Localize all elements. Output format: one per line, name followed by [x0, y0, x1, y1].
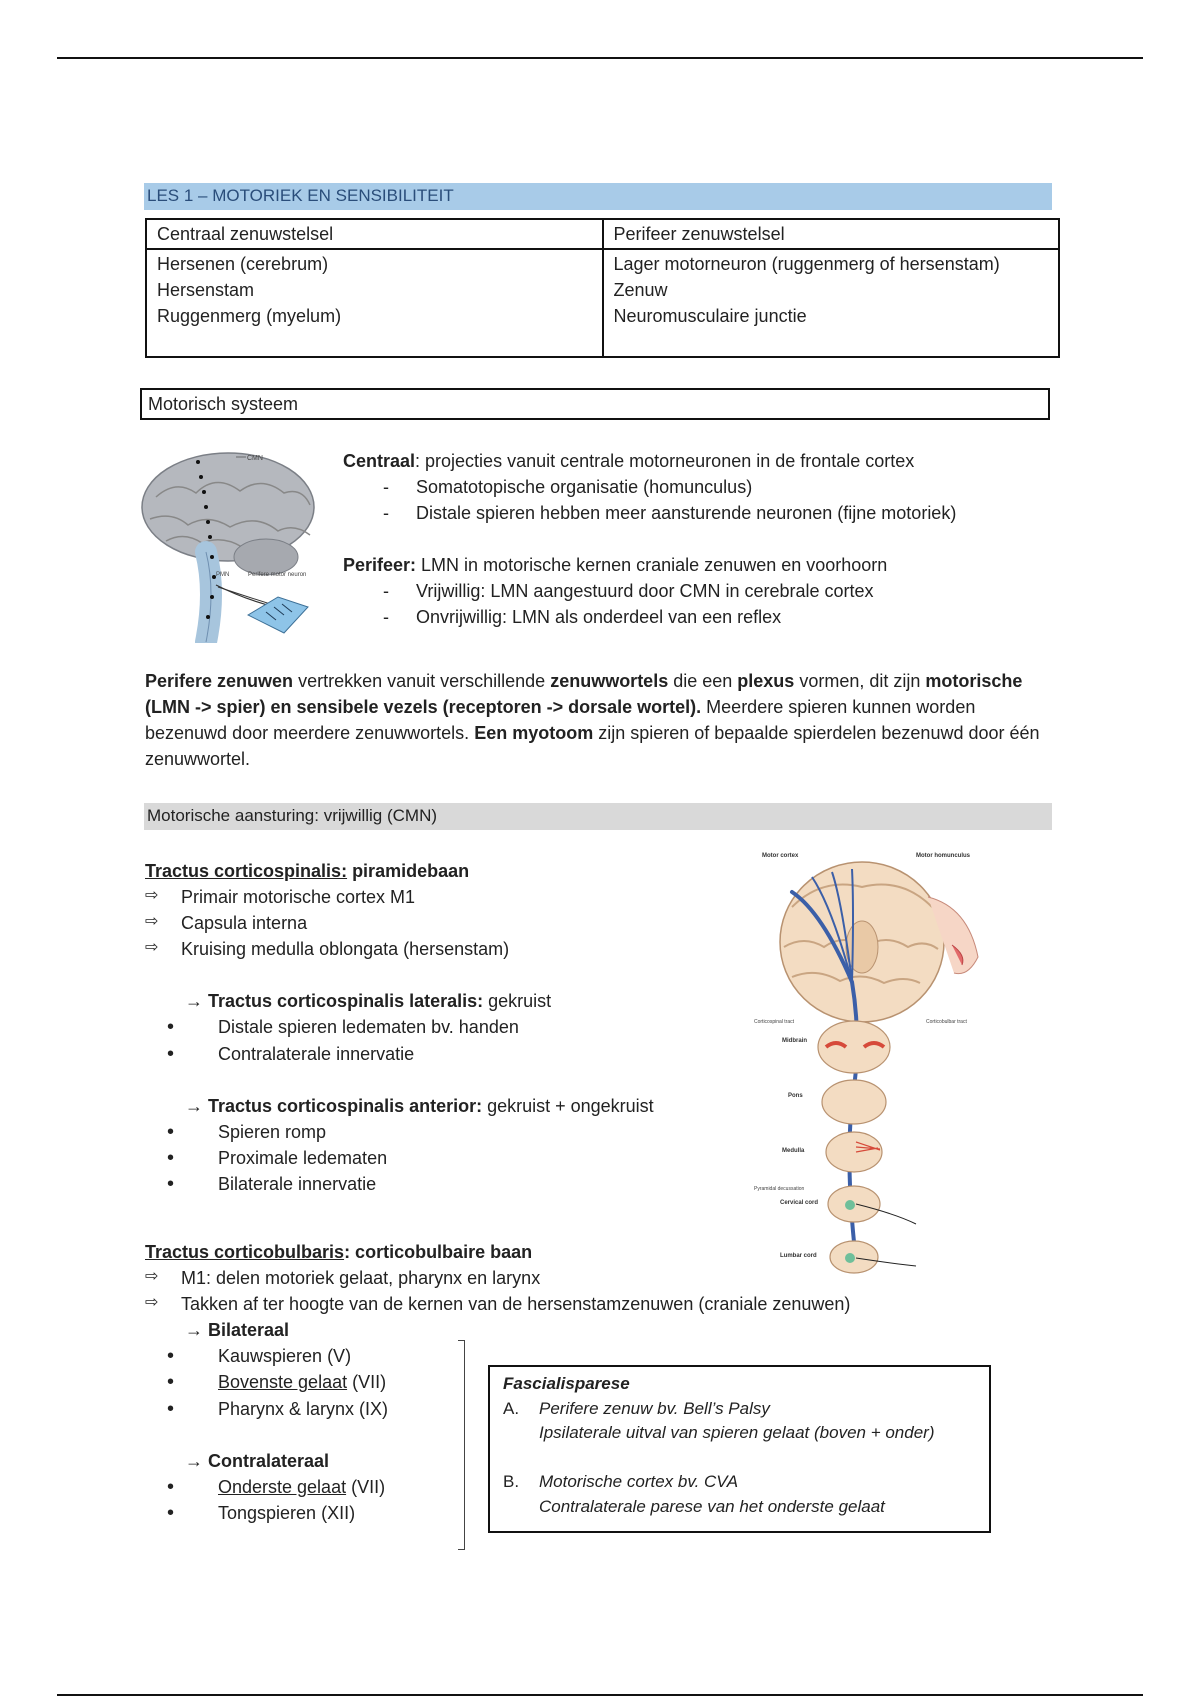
item-text: Capsula interna [181, 913, 308, 934]
item-line: Perifere zenuw bv. Bell’s Palsy [539, 1398, 770, 1418]
arrow-right-icon: → [185, 1450, 203, 1471]
list-item: - Onvrijwillig: LMN als onderdeel van een reflex [343, 604, 1063, 630]
figure-label: Medulla [782, 1148, 805, 1154]
heading-rest: piramidebaan [347, 861, 470, 881]
figure-label: Corticospinal tract [754, 1019, 795, 1025]
bold-text: plexus [737, 671, 795, 691]
section-title-les1: LES 1 – MOTORIEK EN SENSIBILITEIT [144, 183, 1052, 210]
arrow-icon: ⇨ [145, 887, 159, 905]
table-item: Lager motorneuron (ruggenmerg of hersenstam) [613, 254, 1000, 275]
fascialisparese-box [488, 1365, 991, 1533]
perifeer-text: LMN in motorische kernen craniale zenuwen en voorhoorn [416, 555, 888, 576]
table-cell-central [146, 249, 603, 357]
list-item: • Kauwspieren (V) [145, 1343, 1045, 1369]
list-item [145, 910, 745, 936]
list-item: - Somatotopische organisatie (homunculus) [343, 474, 1063, 500]
text: zijn spieren of bepaalde spierdelen bezenuwd door één zenuwwortel. [145, 723, 1040, 770]
arrow-icon: ⇨ [145, 939, 159, 957]
list-item: • Tongspieren (XII) [145, 1500, 1045, 1526]
list-item [145, 1265, 1045, 1291]
centraal-label: Centraal [343, 451, 416, 471]
arrow-icon: ⇨ [145, 1268, 159, 1286]
text: vormen, dit zijn [794, 671, 926, 691]
central-peripheral-text [343, 448, 1063, 631]
item-text: (VII) [346, 1476, 386, 1497]
figure-label: Motor homunculus [916, 853, 970, 859]
table-header-peripheral: Perifeer zenuwstelsel [603, 219, 1060, 249]
underlined-text: Bovenste gelaat [218, 1372, 348, 1393]
item-letter: A. [503, 1398, 520, 1418]
item-line: Motorische cortex bv. CVA [539, 1471, 739, 1491]
list-item: - Distale spieren hebben meer aansturende neuronen (fijne motoriek) [343, 500, 1063, 526]
table-item: Hersenstam [157, 280, 255, 301]
anterior-rest: gekruist + ongekruist [482, 1095, 654, 1116]
item-line: Contralaterale parese van het onderste gelaat [539, 1496, 885, 1516]
table-item: Ruggenmerg (myelum) [157, 306, 342, 327]
table-header-central: Centraal zenuwstelsel [146, 219, 603, 249]
figure-label: Corticobulbar tract [926, 1019, 967, 1025]
bilateraal-heading [145, 1317, 1045, 1343]
pmn-caption: Perifere motor neuron [248, 572, 307, 578]
corticospinal-heading [145, 858, 745, 884]
text: vertrekken vanuit verschillende [293, 671, 551, 691]
figure-label: Pons [788, 1093, 803, 1099]
centraal-text: : projecties vanuit centrale motorneuronen in de frontale cortex [415, 451, 915, 471]
bold-text: motorische (LMN -> spier) en sensibele vezels (receptoren -> dorsale wortel). [145, 671, 1023, 718]
contralateraal-label: Contralateraal [208, 1450, 330, 1471]
arrow-right-icon: → [185, 1320, 203, 1341]
perifeer-label: Perifeer: [343, 555, 417, 576]
table-item: Neuromusculaire junctie [613, 306, 807, 327]
list-item [145, 936, 745, 962]
bold-text: Perifere zenuwen [145, 671, 294, 691]
fascialisparese-item-b [503, 1470, 976, 1519]
cmn-label: CMN [247, 455, 263, 462]
arrow-icon: ⇨ [145, 1294, 159, 1312]
motor-system-box: Motorisch systeem [140, 388, 1050, 420]
centraal-line [343, 448, 1063, 474]
corticobulbar-heading [145, 1239, 1045, 1265]
figure-label: Midbrain [782, 1038, 807, 1044]
perifeer-line [343, 552, 1063, 578]
list-item [145, 884, 745, 910]
nervous-system-table [145, 218, 1060, 358]
figure-label: Lumbar cord [780, 1253, 817, 1259]
item-text: (VII) [347, 1372, 387, 1393]
item-text: M1: delen motoriek gelaat, pharynx en larynx [181, 1268, 541, 1289]
heading-rest: : corticobulbaire baan [344, 1242, 533, 1262]
bold-text: zenuwwortels [550, 671, 669, 691]
figure-label: Motor cortex [762, 853, 799, 859]
item-text: Takken af ter hoogte van de kernen van de hersenstamzenuwen (craniale zenuwen) [181, 1294, 851, 1315]
lateralis-rest: gekruist [483, 991, 552, 1012]
peripheral-nerves-paragraph [145, 668, 1050, 772]
table-item: Hersenen (cerebrum) [157, 254, 329, 275]
item-text: Kruising medulla oblongata (hersenstam) [181, 939, 510, 960]
footer-rule [57, 1694, 1143, 1696]
anterior-heading [145, 1093, 745, 1119]
corticospinal-tract-figure [752, 847, 998, 1285]
brain-motor-neuron-figure [136, 447, 336, 643]
list-item: • Proximale ledematen [145, 1145, 745, 1171]
anterior-label: Tractus corticospinalis anterior: [208, 1095, 483, 1116]
text: Meerdere spieren kunnen worden bezenuwd door meerdere zenuwwortels. [145, 697, 976, 744]
section-title-motor-control: Motorische aansturing: vrijwillig (CMN) [144, 803, 1052, 830]
list-item [145, 1291, 1045, 1317]
arrow-right-icon: → [185, 991, 203, 1012]
item-letter: B. [503, 1471, 520, 1491]
underlined-text: Onderste gelaat [218, 1476, 347, 1497]
list-item: - Vrijwillig: LMN aangestuurd door CMN in cerebrale cortex [343, 578, 1063, 604]
bracket-divider [458, 1340, 465, 1550]
arrow-icon: ⇨ [145, 913, 159, 931]
list-item: • Bilaterale innervatie [145, 1171, 745, 1197]
table-cell-peripheral [603, 249, 1060, 357]
heading-underlined: Tractus corticobulbaris [145, 1242, 345, 1262]
list-item: • Contralaterale innervatie [145, 1041, 745, 1067]
list-item: • Distale spieren ledematen bv. handen [145, 1014, 745, 1040]
arrow-right-icon: → [185, 1095, 203, 1116]
bilateraal-label: Bilateraal [208, 1320, 290, 1341]
fascialisparese-title: Fascialisparese [503, 1374, 630, 1393]
bold-text: Een myotoom [474, 723, 594, 744]
figure-label: Cervical cord [780, 1200, 819, 1206]
list-item: • Spieren romp [145, 1119, 745, 1145]
fascialisparese-item-a [503, 1397, 976, 1446]
pmn-label: PMN [216, 572, 230, 578]
figure-label: Pyramidal decussation [754, 1186, 805, 1192]
item-line: Ipsilaterale uitval van spieren gelaat (boven + onder) [539, 1423, 935, 1443]
header-rule [57, 57, 1143, 59]
heading-underlined: Tractus corticospinalis: [145, 861, 348, 881]
text: die een [668, 671, 738, 691]
list-item: • Pharynx & larynx (IX) [145, 1396, 1045, 1422]
table-item: Zenuw [613, 280, 668, 301]
lateralis-heading [145, 988, 745, 1014]
item-text: Primair motorische cortex M1 [181, 887, 416, 908]
lateralis-label: Tractus corticospinalis lateralis: [208, 991, 484, 1012]
corticospinal-block [145, 858, 745, 1197]
